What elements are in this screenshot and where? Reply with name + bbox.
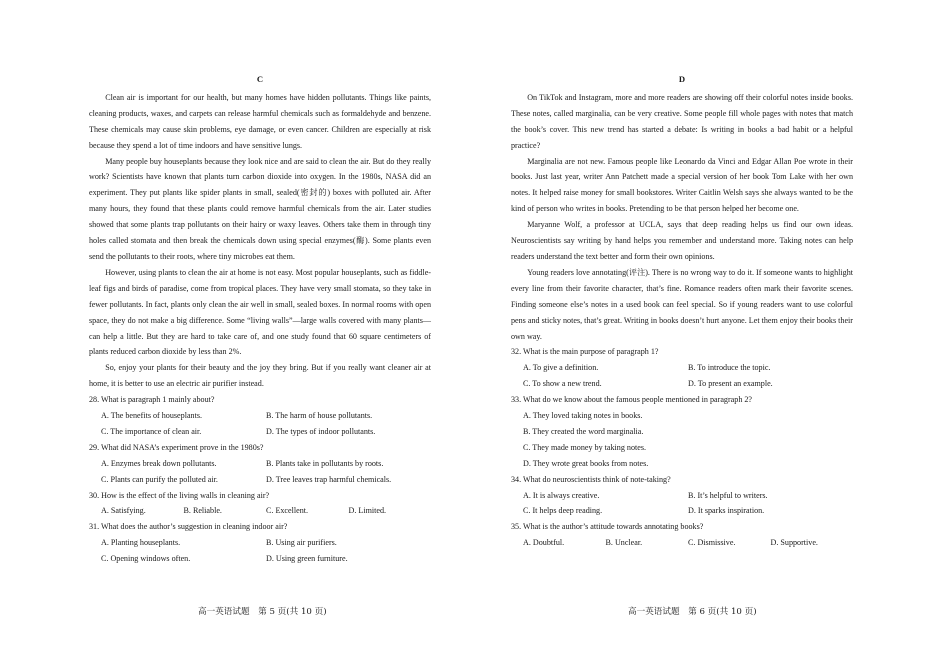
question-29-options — [101, 456, 431, 488]
question-33 — [511, 392, 853, 472]
passage-c-paragraph-4: So, enjoy your plants for their beauty and the joy they bring. But if you really want cleaner air at home, it is better to use an electric air purifier instead. — [89, 363, 431, 389]
question-32-option-b: B. To introduce the topic. — [688, 363, 771, 373]
question-34-option-d: D. It sparks inspiration. — [688, 506, 765, 516]
question-30-stem: 30. How is the effect of the living walls in cleaning air? — [89, 490, 270, 500]
question-28-option-d: D. The types of indoor pollutants. — [266, 426, 376, 436]
question-33-option-c: C. They made money by taking notes. — [523, 442, 647, 452]
question-31-option-a: A. Planting houseplants. — [101, 538, 181, 548]
question-28-option-b: B. The harm of house pollutants. — [266, 411, 373, 421]
question-35-option-a: A. Doubtful. — [523, 538, 565, 548]
question-34 — [511, 472, 853, 520]
question-29-option-c: C. Plants can purify the polluted air. — [101, 474, 218, 484]
question-32-options — [523, 360, 853, 392]
question-34-option-a: A. It is always creative. — [523, 490, 600, 500]
passage-d-paragraph-1: On TikTok and Instagram, more and more readers are showing off their colorful notes inside books. These notes, called marginalia, can be very creative. Some people fill whole pages with notes that match the book’s cover. This new trend has started a debate: Is writing in books a bad habit or a helpful practice? — [511, 92, 853, 150]
question-28-option-c: C. The importance of clean air. — [101, 426, 202, 436]
question-31-option-d: D. Using green furniture. — [266, 554, 348, 564]
passage-c-title: C — [256, 74, 264, 84]
question-34-option-b: B. It’s helpful to writers. — [688, 490, 768, 500]
question-29-option-a: A. Enzymes break down pollutants. — [101, 458, 217, 468]
question-28 — [89, 392, 431, 440]
question-28-option-a: A. The benefits of houseplants. — [101, 411, 203, 421]
question-30-options — [101, 503, 431, 519]
question-34-options — [523, 488, 853, 520]
question-31-stem: 31. What does the author’s suggestion in cleaning indoor air? — [89, 522, 288, 532]
question-29-stem: 29. What did NASA’s experiment prove in the 1980s? — [89, 442, 264, 452]
question-35-option-c: C. Dismissive. — [688, 538, 736, 548]
question-35 — [511, 519, 853, 551]
question-30-option-d: D. Limited. — [348, 506, 387, 516]
passage-d-paragraph-3: Maryanne Wolf, a professor at UCLA, says that deep reading helps us find our own ideas. Neuroscientists say writing by hand helps you remember and understand more. Taking notes can help readers understand the text better and form their own opinions. — [511, 220, 853, 261]
page-footer-left: 高一英语试题 第 5 页(共 10 页) — [198, 607, 327, 617]
question-28-stem: 28. What is paragraph 1 mainly about? — [89, 395, 215, 405]
question-32-option-a: A. To give a definition. — [523, 363, 599, 373]
question-29-option-b: B. Plants take in pollutants by roots. — [266, 458, 384, 468]
question-31-options — [101, 535, 431, 567]
passage-d-paragraph-2: Marginalia are not new. Famous people like Leonardo da Vinci and Edgar Allan Poe wrote in their books. Just last year, writer Ann Patchett made a special version of her book Tom Lake with her own notes. It helped raise money for small bookstores. Writer Caitlin Welsh says she always wanted to be the kind of person who writes in books. Pretending to be that person helped her become one. — [511, 156, 853, 214]
passage-c-paragraph-1: Clean air is important for our health, but many homes have hidden pollutants. Things like paints, cleaning products, waxes, and carpets can release harmful chemicals such as formaldehyde and benzene. These chemicals may cause skin problems, eye damage, or even cancer. Children are especially at risk because they spend a lot of time indoors and have sensitive lungs. — [89, 92, 431, 150]
question-33-option-d: D. They wrote great books from notes. — [523, 458, 649, 468]
question-30 — [89, 488, 431, 520]
question-31-option-c: C. Opening windows often. — [101, 554, 191, 564]
question-35-option-d: D. Supportive. — [770, 538, 818, 548]
passage-c-paragraph-3: However, using plants to clean the air at home is not easy. Most popular houseplants, such as fiddle-leaf figs and birds of paradise, come from tropical places. They have very small stomata, so they take in fewer pollutants. In fact, plants only clean the air well in small, sealed boxes. In normal rooms with open space, they do not make a big difference. Some “living walls”—large walls covered with many plants—can help a little. But they are hard to take care of, and one study found that 60 square centimeters of plants reduced carbon dioxide by less than 2%. — [89, 267, 431, 357]
question-33-options — [523, 408, 853, 472]
question-34-option-c: C. It helps deep reading. — [523, 506, 603, 516]
question-33-stem: 33. What do we know about the famous people mentioned in paragraph 2? — [511, 395, 753, 405]
passage-d-paragraph-4: Young readers love annotating(评注). There is no wrong way to do it. If someone wants to highlight every line from their favorite character, that’s fine. Romance readers often mark their favorite scenes. Finding someone else’s notes in a used book can feel special. So if young readers want to use colorful pens and sticky notes, that’s great. Writing in books doesn’t hurt anyone. Let them enjoy their books their own way. — [511, 267, 853, 341]
question-35-stem: 35. What is the author’s attitude towards annotating books? — [511, 522, 704, 532]
question-32 — [511, 344, 853, 392]
question-34-stem: 34. What do neuroscientists think of note-taking? — [511, 474, 671, 484]
question-32-option-d: D. To present an example. — [688, 379, 773, 389]
question-33-option-b: B. They created the word marginalia. — [523, 426, 644, 436]
question-31 — [89, 519, 431, 567]
page-footer-right: 高一英语试题 第 6 页(共 10 页) — [628, 607, 757, 617]
passage-d-title: D — [678, 74, 686, 84]
question-28-options — [101, 408, 431, 440]
question-30-option-a: A. Satisfying. — [101, 506, 146, 516]
question-35-option-b: B. Unclear. — [605, 538, 643, 548]
question-29 — [89, 440, 431, 488]
question-33-option-a: A. They loved taking notes in books. — [523, 411, 643, 421]
passage-c-column — [89, 72, 431, 567]
question-30-option-b: B. Reliable. — [183, 506, 222, 516]
passage-d-column — [511, 72, 853, 551]
question-30-option-c: C. Excellent. — [266, 506, 309, 516]
question-32-stem: 32. What is the main purpose of paragraph 1? — [511, 347, 659, 357]
question-35-options — [523, 535, 853, 551]
question-29-option-d: D. Tree leaves trap harmful chemicals. — [266, 474, 392, 484]
passage-c-paragraph-2: Many people buy houseplants because they look nice and are said to clean the air. But do they really work? Scientists have known that plants turn carbon dioxide into oxygen. In the 1980s, NASA did an experiment. They put plants like spider plants in small, sealed(密封的) boxes with polluted air. After many hours, they found that these plants could remove harmful chemicals from the air. Later studies showed that some plants trap pollutants on their hairy or waxy leaves. Others take them in through tiny holes called stomata and then break the chemicals down using special enzymes(酶). Some plants even send the pollutants to their roots, where tiny microbes eat them. — [89, 156, 431, 261]
question-32-option-c: C. To show a new trend. — [523, 379, 602, 389]
question-31-option-b: B. Using air purifiers. — [266, 538, 337, 548]
